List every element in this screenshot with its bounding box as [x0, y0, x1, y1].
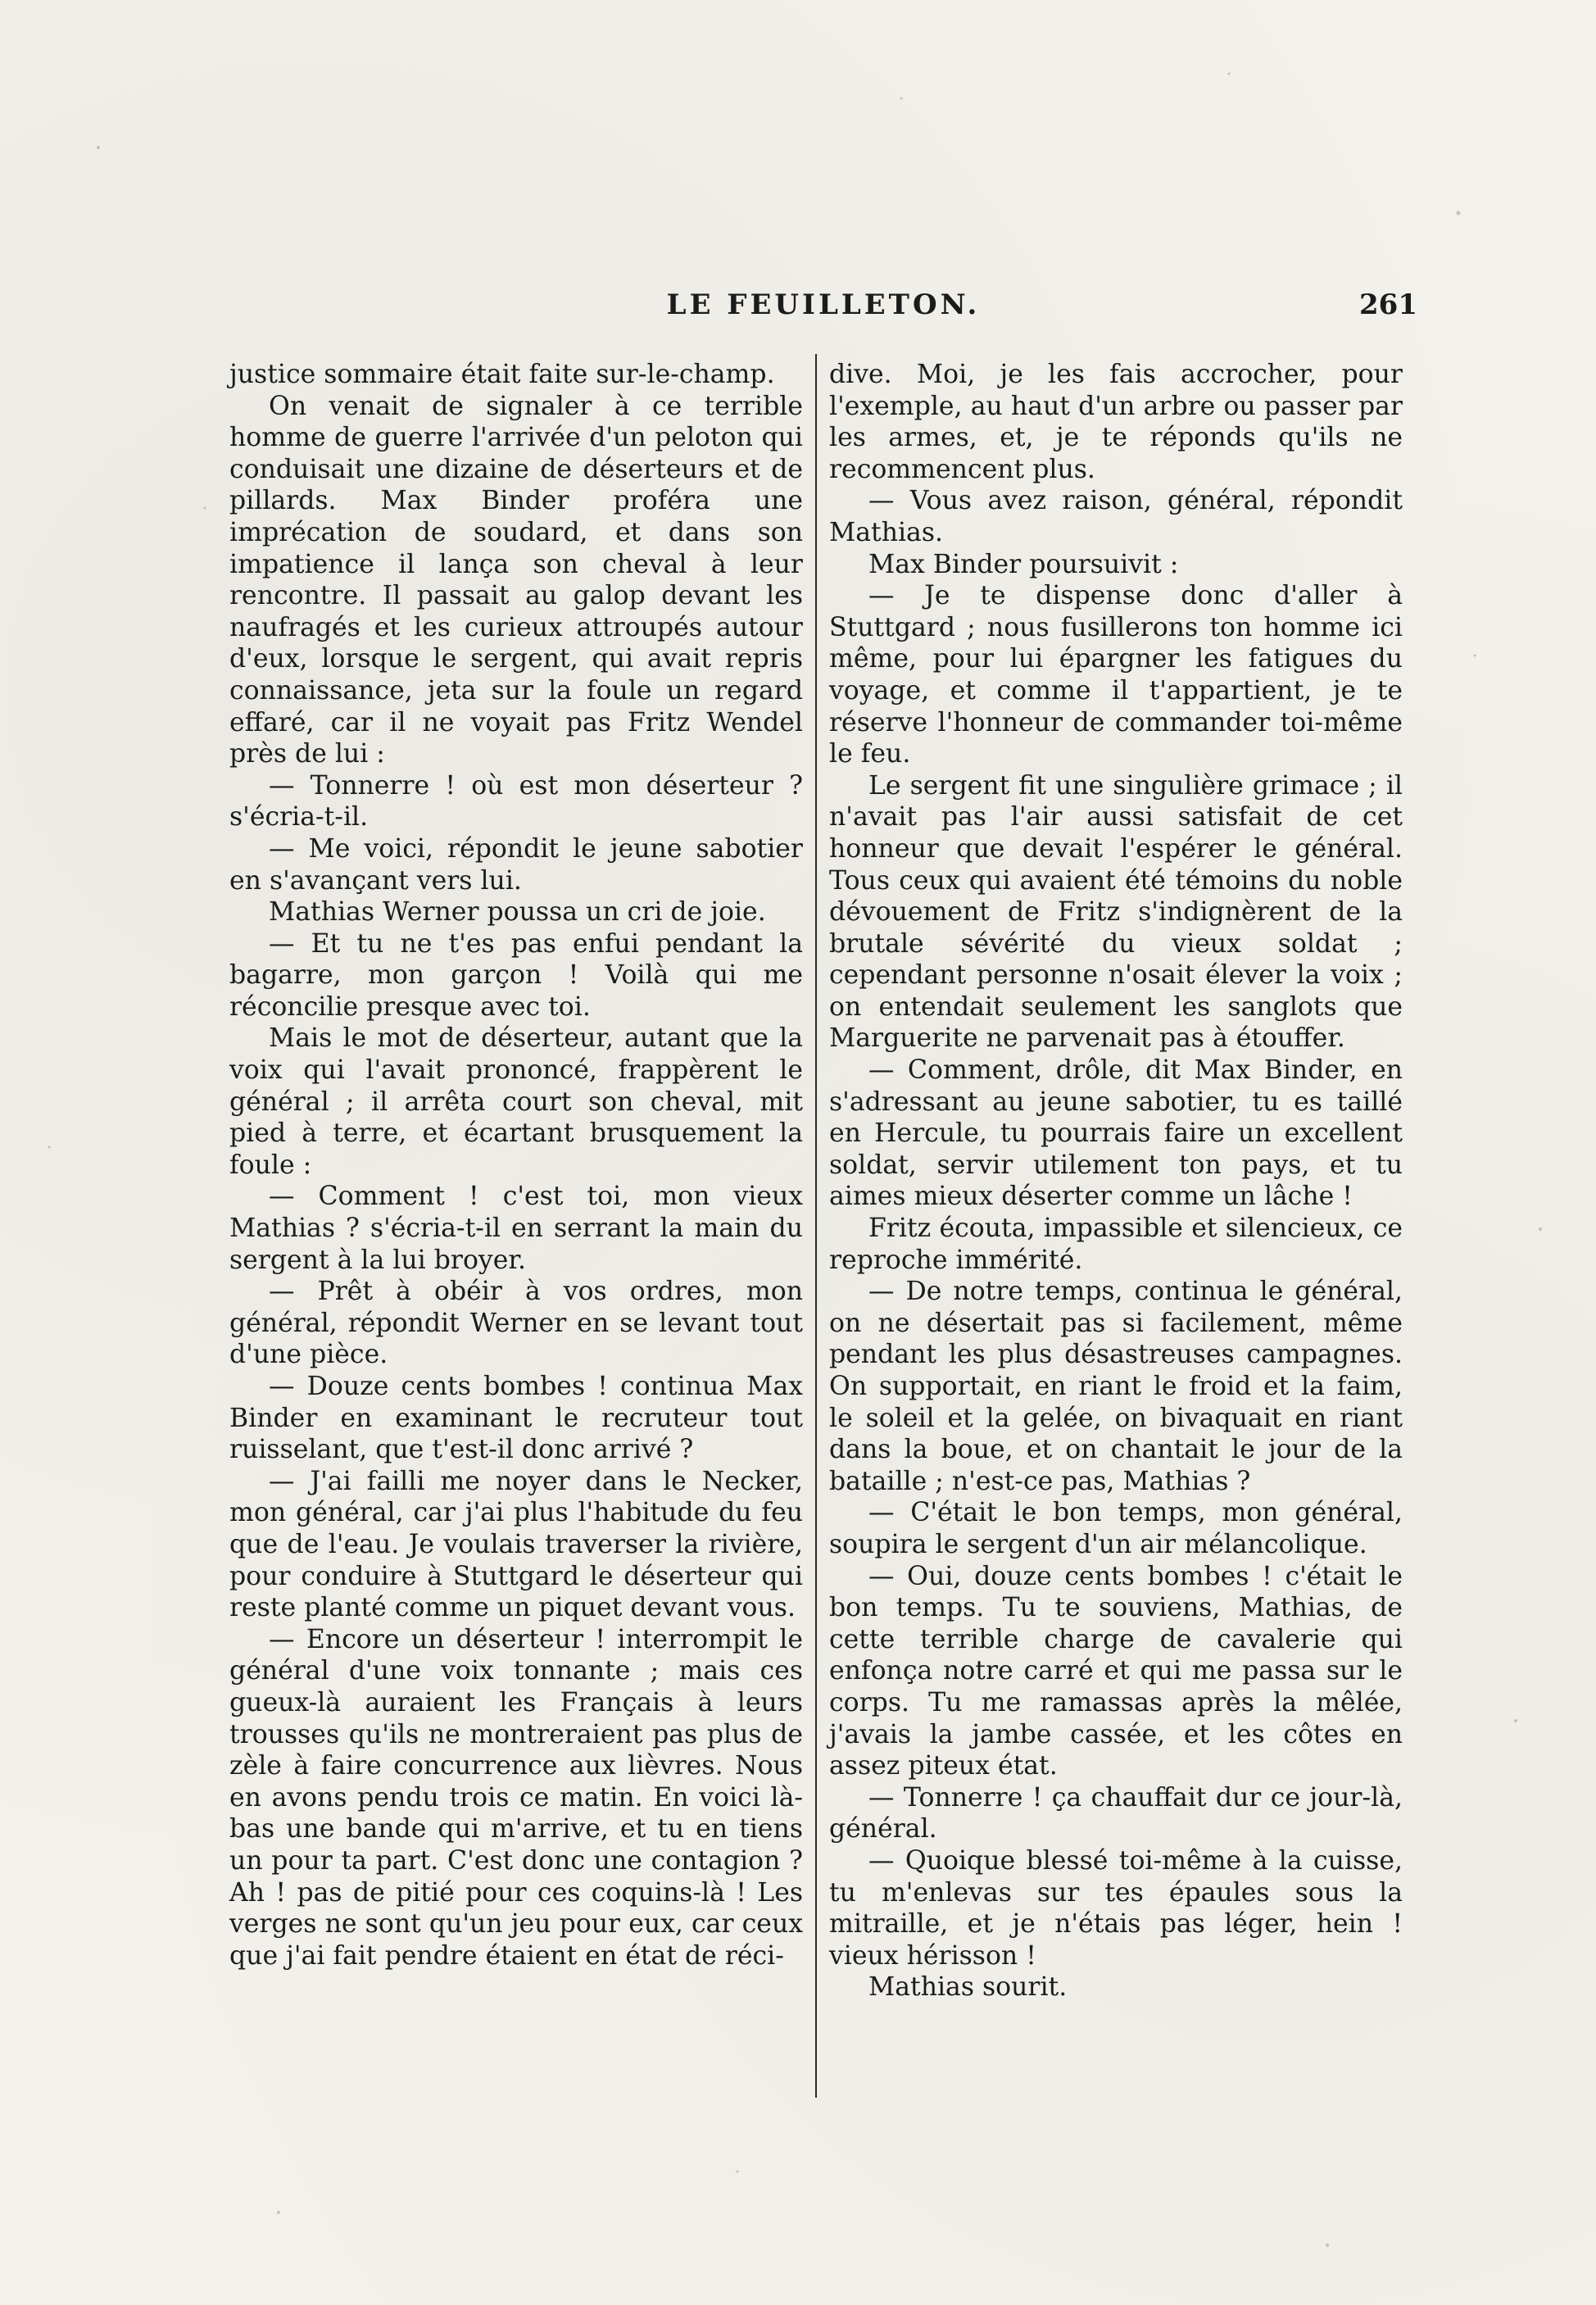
paragraph: Max Binder poursuivit :	[868, 549, 1179, 579]
paragraph: — Comment ! c'est toi, mon vieux Mathias ? s'écria-t-il en serrant la main du sergent à la lui broyer.	[229, 1182, 803, 1275]
paragraph: — Et tu ne t'es pas enfui pendant la bagarre, mon garçon ! Voilà qui me réconcilie presque avec toi.	[229, 928, 803, 1022]
paragraph: Mathias Werner poussa un cri de joie.	[269, 897, 766, 928]
page-number: 261	[1359, 288, 1417, 321]
paragraph: — Quoique blessé toi-même à la cuisse, tu m'enlevas sur tes épaules sous la mitraille, et je n'étais pas léger, hein ! vieux hérisson !	[829, 1845, 1403, 1971]
paragraph: dive. Moi, je les fais accrocher, pour l'exemple, au haut d'un arbre ou passer par les armes, et, je te réponds qu'ils ne recommencent plus.	[829, 360, 1403, 484]
paragraph: — Vous avez raison, général, répondit Mathias.	[829, 486, 1403, 547]
paragraph: Mathias sourit.	[868, 1972, 1068, 2003]
running-title: LE FEUILLETON.	[666, 288, 981, 321]
text-column-right	[829, 359, 1403, 2003]
paragraph: — Encore un déserteur ! interrompit le général d'une voix tonnante ; mais ces gueux-là auraient les Français à leurs trousses qu'ils ne montreraient pas plus de zèle à faire concurrence aux lièvres. Nous en avons pendu trois ce matin. En voici là-bas une bande qui m'arrive, et tu en tiens un pour ta part. C'est donc une contagion ? Ah ! pas de pitié pour ces coquins-là ! Les verges ne sont qu'un jeu pour eux, car ceux que j'ai fait pendre étaient en état de réci-	[229, 1624, 803, 1971]
paragraph: — Oui, douze cents bombes ! c'était le bon temps. Tu te souviens, Mathias, de cette terrible charge de cavalerie qui enfonça notre carré et qui me passa sur le corps. Tu me ramassas après la mêlée, j'avais la jambe cassée, et les côtes en assez piteux état.	[829, 1561, 1403, 1781]
paragraph: — Tonnerre ! où est mon déserteur ? s'écria-t-il.	[229, 770, 803, 833]
paragraph: — C'était le bon temps, mon général, soupira le sergent d'un air mélancolique.	[829, 1498, 1403, 1559]
text-column-left	[229, 359, 803, 1972]
paragraph: — De notre temps, continua le général, on ne désertait pas si facilement, même pendant les plus désastreuses campagnes. On supportait, en riant le froid et la faim, le soleil et la gelée, on bivaquait en riant dans la boue, et on chantait le jour de la bataille ; n'est-ce pas, Mathias ?	[829, 1277, 1403, 1496]
paragraph: justice sommaire était faite sur-le-champ.	[229, 360, 775, 389]
paragraph: — Prêt à obéir à vos ordres, mon général, répondit Werner en se levant tout d'une pièce.	[229, 1277, 803, 1370]
paragraph: — Douze cents bombes ! continua Max Binder en examinant le recruteur tout ruisselant, que t'est-il donc arrivé ?	[229, 1372, 803, 1465]
paragraph: — Me voici, répondit le jeune sabotier en s'avançant vers lui.	[229, 833, 803, 896]
paragraph: Le sergent fit une singulière grimace ; il n'avait pas l'air aussi satisfait de cet honneur que devait l'espérer le général. Tous ceux qui avaient été témoins du noble dévouement de Fritz s'indignèrent de la brutale sévérité du vieux soldat ; cependant personne n'osait élever la voix ; on entendait seulement les sanglots que Marguerite ne parvenait pas à étouffer.	[829, 770, 1403, 1054]
page-header	[229, 288, 1417, 338]
paragraph: Mais le mot de déserteur, autant que la voix qui l'avait prononcé, frappèrent le général ; il arrêta court son cheval, mit pied à terre, et écartant brusquement la foule :	[229, 1023, 803, 1180]
paragraph: — J'ai failli me noyer dans le Necker, mon général, car j'ai plus l'habitude du feu que de l'eau. Je voulais traverser la rivière, pour conduire à Stuttgard le déserteur qui reste planté comme un piquet devant vous.	[229, 1466, 803, 1623]
paragraph: Fritz écouta, impassible et silencieux, ce reproche immérité.	[829, 1214, 1403, 1275]
paragraph: — Comment, drôle, dit Max Binder, en s'adressant au jeune sabotier, tu es taillé en Hercule, tu pourrais faire un excellent soldat, servir utilement ton pays, et tu aimes mieux déserter comme un lâche !	[829, 1055, 1403, 1212]
paragraph: — Je te dispense donc d'aller à Stuttgard ; nous fusillerons ton homme ici même, pour lui épargner les fatigues du voyage, et comme il t'appartient, je te réserve l'honneur de commander toi-même le feu.	[829, 581, 1403, 769]
paragraph: — Tonnerre ! ça chauffait dur ce jour-là, général.	[829, 1782, 1403, 1844]
paragraph: On venait de signaler à ce terrible homme de guerre l'arrivée d'un peloton qui conduisait une dizaine de déserteurs et de pillards. Max Binder proféra une imprécation de soudard, et dans son impatience il lança son cheval à leur rencontre. Il passait au galop devant les naufragés et les curieux attroupés autour d'eux, lorsque le sergent, qui avait repris connaissance, jeta sur la foule un regard effaré, car il ne voyait pas Fritz Wendel près de lui :	[229, 391, 803, 769]
column-divider	[815, 354, 817, 2098]
